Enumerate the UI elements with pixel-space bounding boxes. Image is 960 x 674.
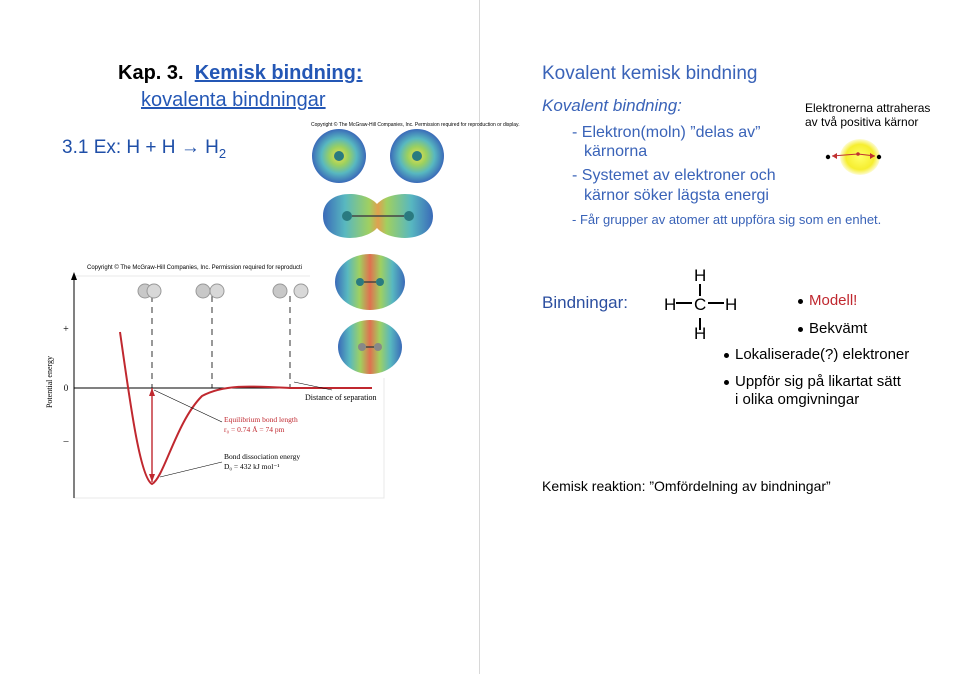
bullet-uppfor-cont: i olika omgivningar: [735, 391, 860, 408]
methane-h-left: H: [664, 295, 677, 314]
bullet-bekvamt: Bekvämt: [798, 320, 867, 337]
slide-title: Kap. 3. Kemisk bindning:: [118, 62, 363, 84]
tick-zero: 0: [63, 383, 69, 393]
bullet-modell: Modell!: [798, 292, 857, 309]
bullet-lokaliserade: Lokaliserade(?) elektroner: [724, 346, 909, 363]
methane-c-center: C: [694, 295, 707, 314]
text-line-1b: kärnorna: [584, 143, 648, 160]
methane-h-bottom: H: [694, 324, 707, 343]
eq-bond-length-title: Equilibrium bond length: [224, 415, 298, 424]
text-line-2b: kärnor söker lägsta energi: [584, 187, 769, 204]
methane-h-top: H: [694, 266, 707, 285]
slide-divider: [479, 0, 480, 674]
bde-value: D₀ = 432 kJ mol⁻¹: [224, 462, 280, 471]
copyright-graph: Copyright © The McGraw-Hill Companies, Inc. Permission required for reproducti: [87, 265, 303, 271]
methane-h-right: H: [725, 295, 738, 314]
text-line-2: - Systemet av elektroner och: [572, 167, 776, 184]
tick-plus: +: [63, 324, 69, 335]
electron-nuclei-diagram: [820, 135, 900, 180]
tick-minus: –: [63, 436, 69, 447]
bindings-label: Bindningar:: [542, 293, 629, 312]
note-line-1: Elektronerna attraheras: [805, 101, 931, 115]
note-line-2: av två positiva kärnor: [805, 115, 919, 129]
reaction-arrow-icon: →: [180, 137, 200, 158]
eq-bond-length-value: r₀ = 0.74 Å = 74 pm: [224, 425, 285, 434]
subtitle: Kovalent bindning:: [542, 96, 682, 115]
h2-molecule-density-image: [310, 252, 412, 378]
bullet-uppfor: Uppför sig på likartat sätt: [724, 373, 901, 390]
h-atoms-electron-density-image: [305, 128, 450, 253]
methane-bonds: [660, 270, 750, 350]
slide-title-right: Kovalent kemisk bindning: [542, 63, 758, 84]
text-line-1: - Elektron(moln) ”delas av”: [572, 124, 761, 141]
x-axis-label: Distance of separation: [305, 393, 377, 402]
example-reaction: 3.1 Ex: $H + H \to H_2$: [62, 137, 227, 161]
y-axis-label: Potential energy: [45, 355, 54, 409]
slide-title-line2: kovalenta bindningar: [141, 89, 326, 111]
copyright-small: Copyright © The McGraw-Hill Companies, Inc. Permission required for reproduction or display.: [311, 122, 520, 128]
footer-text: Kemisk reaktion: ”Omfördelning av bindningar”: [542, 478, 831, 494]
text-line-3: - Får grupper av atomer att uppföra sig som en enhet.: [572, 212, 882, 227]
bde-title: Bond dissociation energy: [224, 452, 301, 461]
